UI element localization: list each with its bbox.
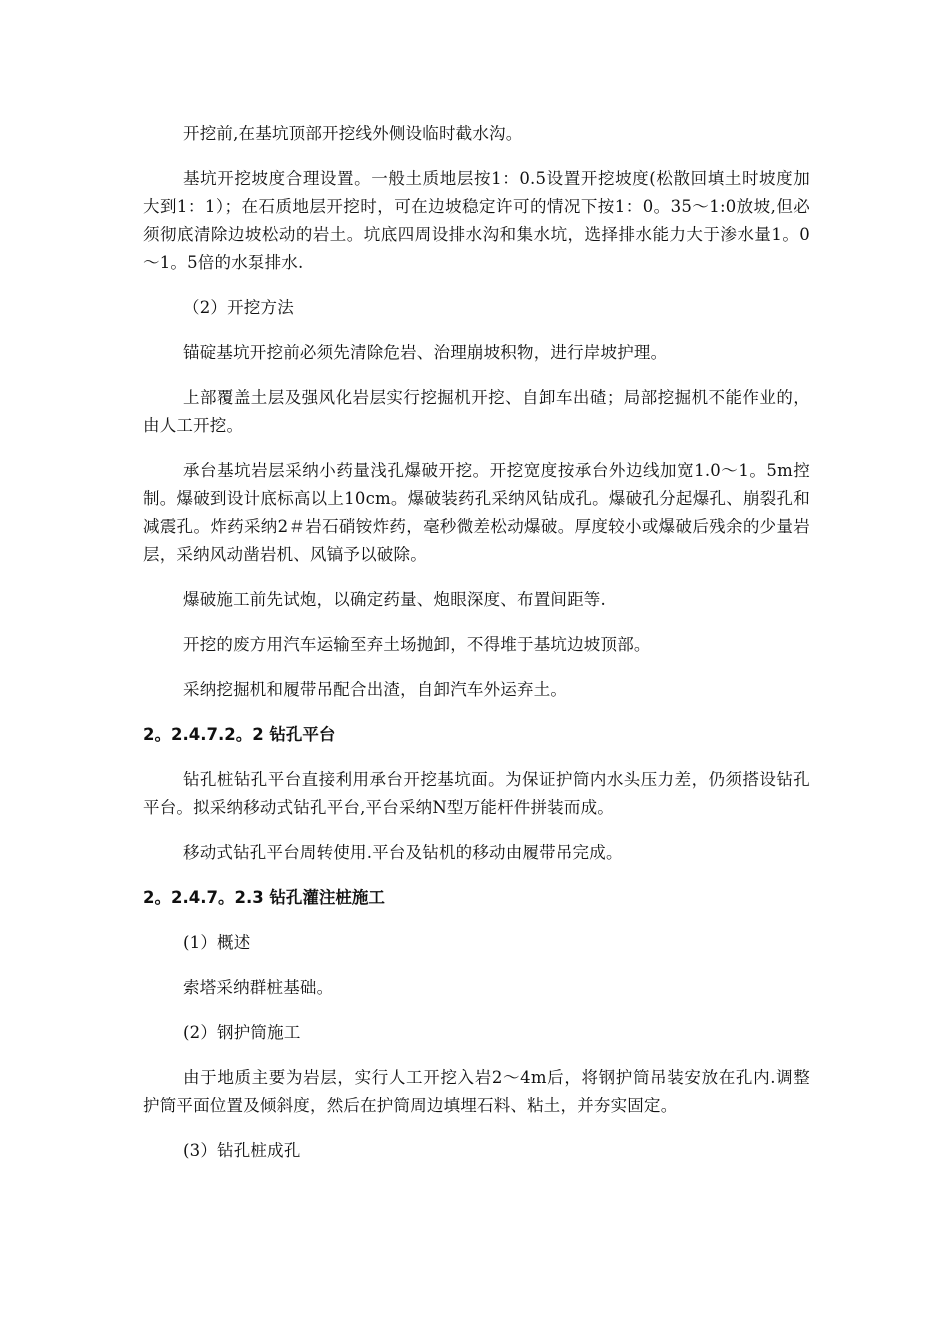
section-heading: 2。2.4.7。2.3 钻孔灌注桩施工 [143,888,385,907]
subsection-label: (3）钻孔桩成孔 [183,1141,301,1160]
paragraph: 移动式钻孔平台周转使用.平台及钻机的移动由履带吊完成。 [183,843,623,862]
paragraph: 承台基坑岩层采纳小药量浅孔爆破开挖。开挖宽度按承台外边线加宽1.0～1。5m控制。爆破到设计底标高以上10cm。爆破装药孔采纳风钻成孔。爆破孔分起爆孔、崩裂孔和减震孔。炸药采纳2＃岩石硝铵炸药，毫秒微差松动爆破。厚度较小或爆破后残余的少量岩层，采纳风动凿岩机、风镐予以破除。 [143,461,810,564]
paragraph: 由于地质主要为岩层，实行人工开挖入岩2～4m后，将钢护筒吊装安放在孔内.调整护筒平面位置及倾斜度，然后在护筒周边填埋石料、粘土，并夯实固定。 [143,1068,810,1115]
paragraph: 锚碇基坑开挖前必须先清除危岩、治理崩坡积物，进行岸坡护理。 [183,343,668,362]
section-heading: 2。2.4.7.2。2 钻孔平台 [143,725,336,744]
subsection-label: (1）概述 [183,933,251,952]
paragraph: 上部覆盖土层及强风化岩层实行挖掘机开挖、自卸车出碴；局部挖掘机不能作业的，由人工开挖。 [143,388,810,435]
paragraph: 开挖的废方用汽车运输至弃土场抛卸，不得堆于基坑边坡顶部。 [183,635,651,654]
paragraph: 索塔采纳群桩基础。 [183,978,334,997]
subsection-label: (2）钢护筒施工 [183,1023,301,1042]
document-body [143,120,810,1182]
paragraph: 爆破施工前先试炮，以确定药量、炮眼深度、布置间距等. [183,590,606,609]
paragraph: 开挖前,在基坑顶部开挖线外侧设临时截水沟。 [183,124,523,143]
paragraph: 钻孔桩钻孔平台直接利用承台开挖基坑面。为保证护筒内水头压力差，仍须搭设钻孔平台。拟采纳移动式钻孔平台,平台采纳N型万能杆件拼装而成。 [143,770,810,817]
paragraph: 基坑开挖坡度合理设置。一般土质地层按1：0.5设置开挖坡度(松散回填土时坡度加大到1：1）；在石质地层开挖时，可在边坡稳定许可的情况下按1：0。35～1:0放坡,但必须彻底清除边坡松动的岩土。坑底四周设排水沟和集水坑，选择排水能力大于渗水量1。0～1。5倍的水泵排水. [143,169,810,272]
paragraph: 采纳挖掘机和履带吊配合出渣，自卸汽车外运弃土。 [183,680,568,699]
subsection-label: （2）开挖方法 [183,298,294,317]
